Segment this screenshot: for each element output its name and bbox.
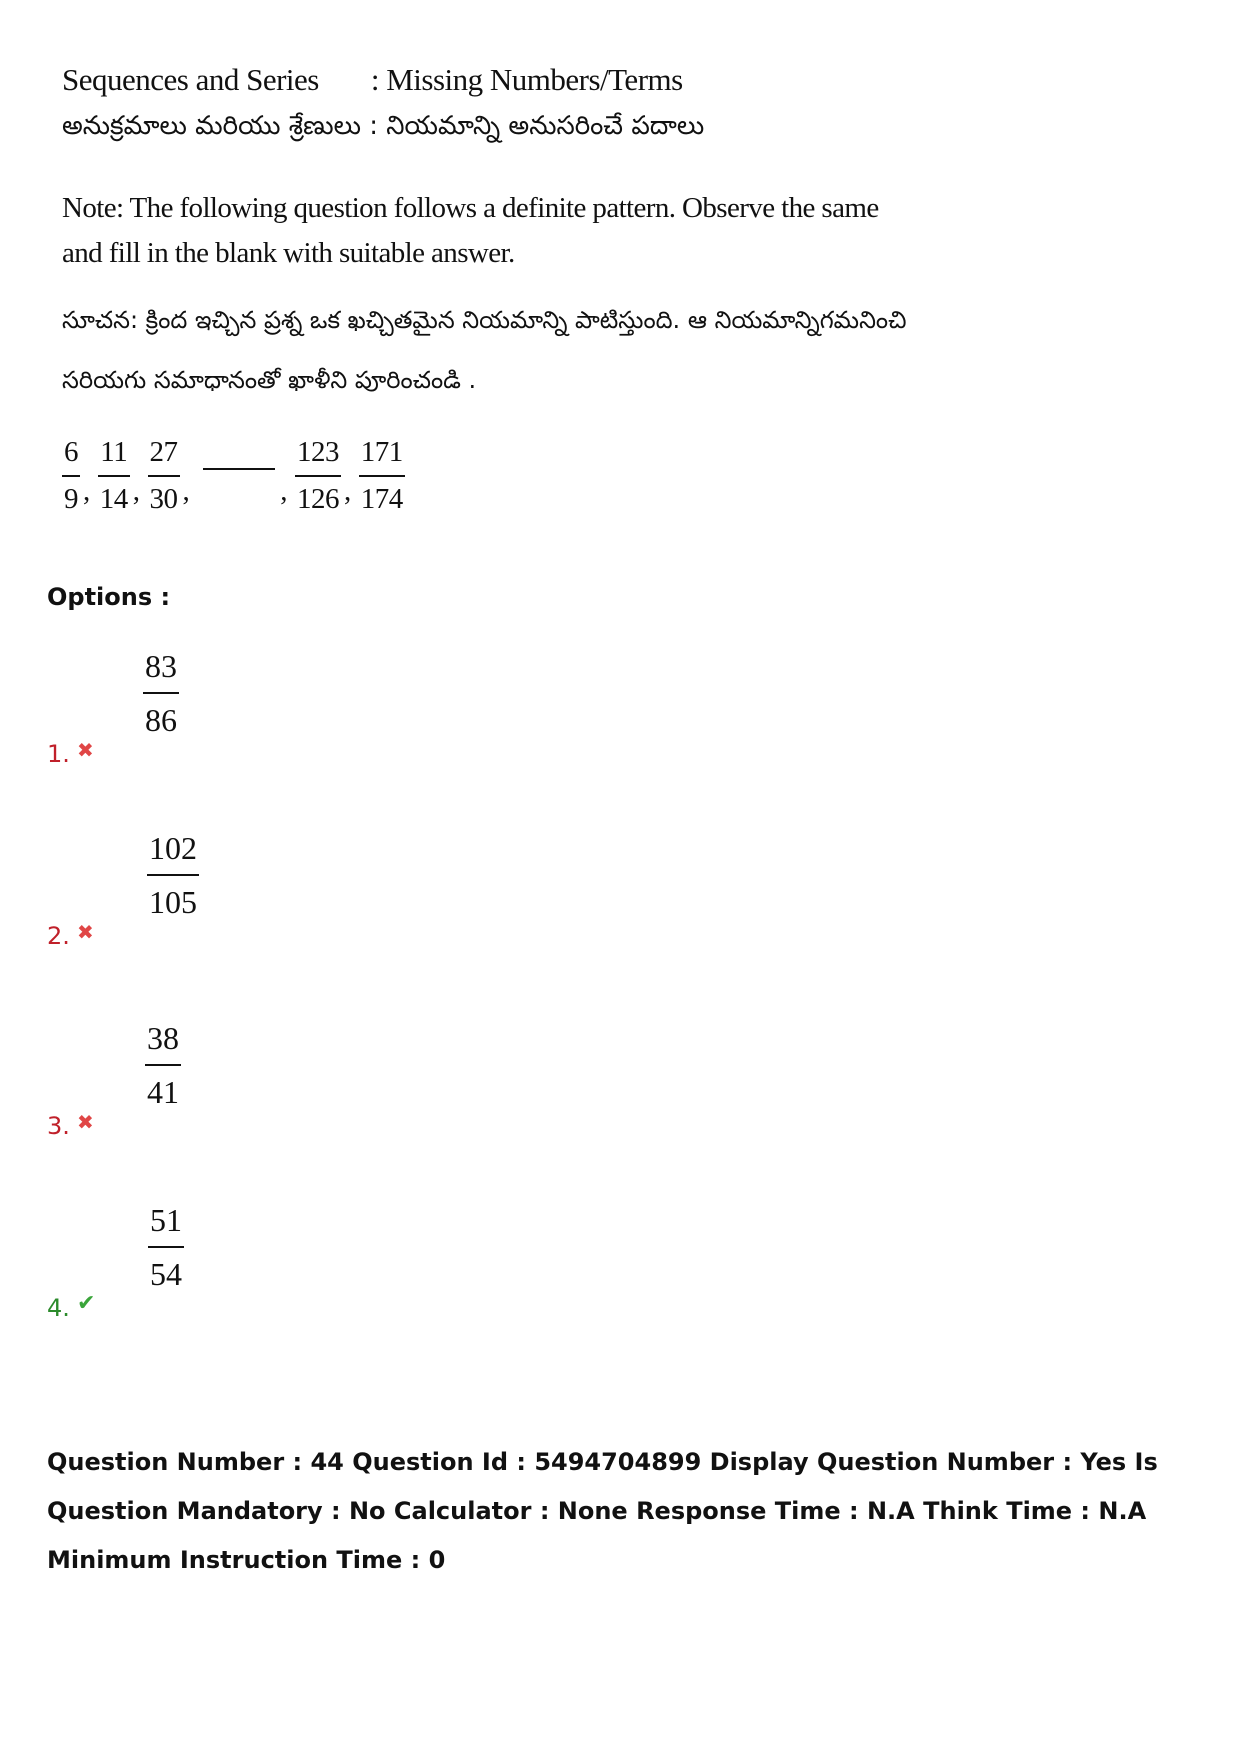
denominator: 9 <box>64 483 78 515</box>
numerator: 6 <box>64 436 78 468</box>
denominator: 86 <box>145 702 177 738</box>
sequence-term <box>98 438 130 514</box>
question-image <box>62 58 942 514</box>
question-heading-en <box>62 58 942 102</box>
cross-icon: ✖ <box>77 738 94 762</box>
numerator: 51 <box>150 1202 182 1238</box>
option-fraction <box>148 1202 184 1290</box>
fraction-sequence: $\frac{6}{9}$ , $\frac{11}{14}$ , $\frac{27}{30}$ , , $\frac{123}{126}$ , $\frac{171}{174}$ <box>64 436 403 515</box>
option-number: 1. <box>47 740 70 768</box>
denominator: 41 <box>147 1074 179 1110</box>
sequence-term <box>62 438 80 514</box>
check-icon: ✔ <box>77 1291 96 1316</box>
note-telugu: సూచన: క్రింద ఇచ్చిన ప్రశ్న ఒక ఖచ్చితమైన నియమాన్ని పాటిస్తుంది. ఆ నియమాన్నిగమనించి సరియగు సమాధానంతో ఖాళీని పూరించండి . <box>62 306 907 394</box>
option-fraction <box>147 830 199 918</box>
sequence-blank <box>203 468 275 470</box>
cross-icon: ✖ <box>77 1110 94 1134</box>
option-fraction <box>145 1020 181 1108</box>
numerator: 171 <box>360 436 403 468</box>
denominator: 105 <box>149 884 197 920</box>
option-number: 4. <box>47 1294 70 1322</box>
option-3[interactable] <box>47 1020 447 1140</box>
denominator: 126 <box>297 483 339 515</box>
question-heading-te: అనుక్రమాలు మరియు శ్రేణులు : నియమాన్ని అనుసరించే పదాలు <box>62 111 705 141</box>
denominator: 54 <box>150 1256 182 1292</box>
option-1[interactable] <box>47 648 447 768</box>
subtopic-label: : Missing Numbers/Terms <box>370 62 683 97</box>
sequence-term <box>359 438 405 514</box>
option-fraction <box>143 648 179 736</box>
numerator: 38 <box>147 1020 179 1056</box>
denominator: 30 <box>149 483 178 515</box>
numerator: 83 <box>145 648 177 684</box>
option-number: 3. <box>47 1112 70 1140</box>
question-meta: Question Number : 44 Question Id : 5494704899 Display Question Number : Yes Is Question Mandatory : No Calculator : None Response Time : N.A Think Time : N.A Minimum Instruction Time : 0 <box>47 1448 1158 1574</box>
denominator: 14 <box>99 483 128 515</box>
numerator: 123 <box>297 436 339 468</box>
sequence-term <box>295 438 341 514</box>
options-label: Options : <box>47 583 171 611</box>
numerator: 11 <box>100 436 128 468</box>
option-4[interactable] <box>47 1202 447 1322</box>
denominator: 174 <box>360 483 403 515</box>
option-2[interactable] <box>47 830 447 950</box>
numerator: 27 <box>149 436 178 468</box>
sequence-term <box>148 438 180 514</box>
numerator: 102 <box>149 830 197 866</box>
cross-icon: ✖ <box>77 920 94 944</box>
topic-label: Sequences and Series <box>62 62 319 97</box>
note-english: Note: The following question follows a definite pattern. Observe the same and fill in the blank with suitable answer. <box>62 192 879 269</box>
option-number: 2. <box>47 922 70 950</box>
